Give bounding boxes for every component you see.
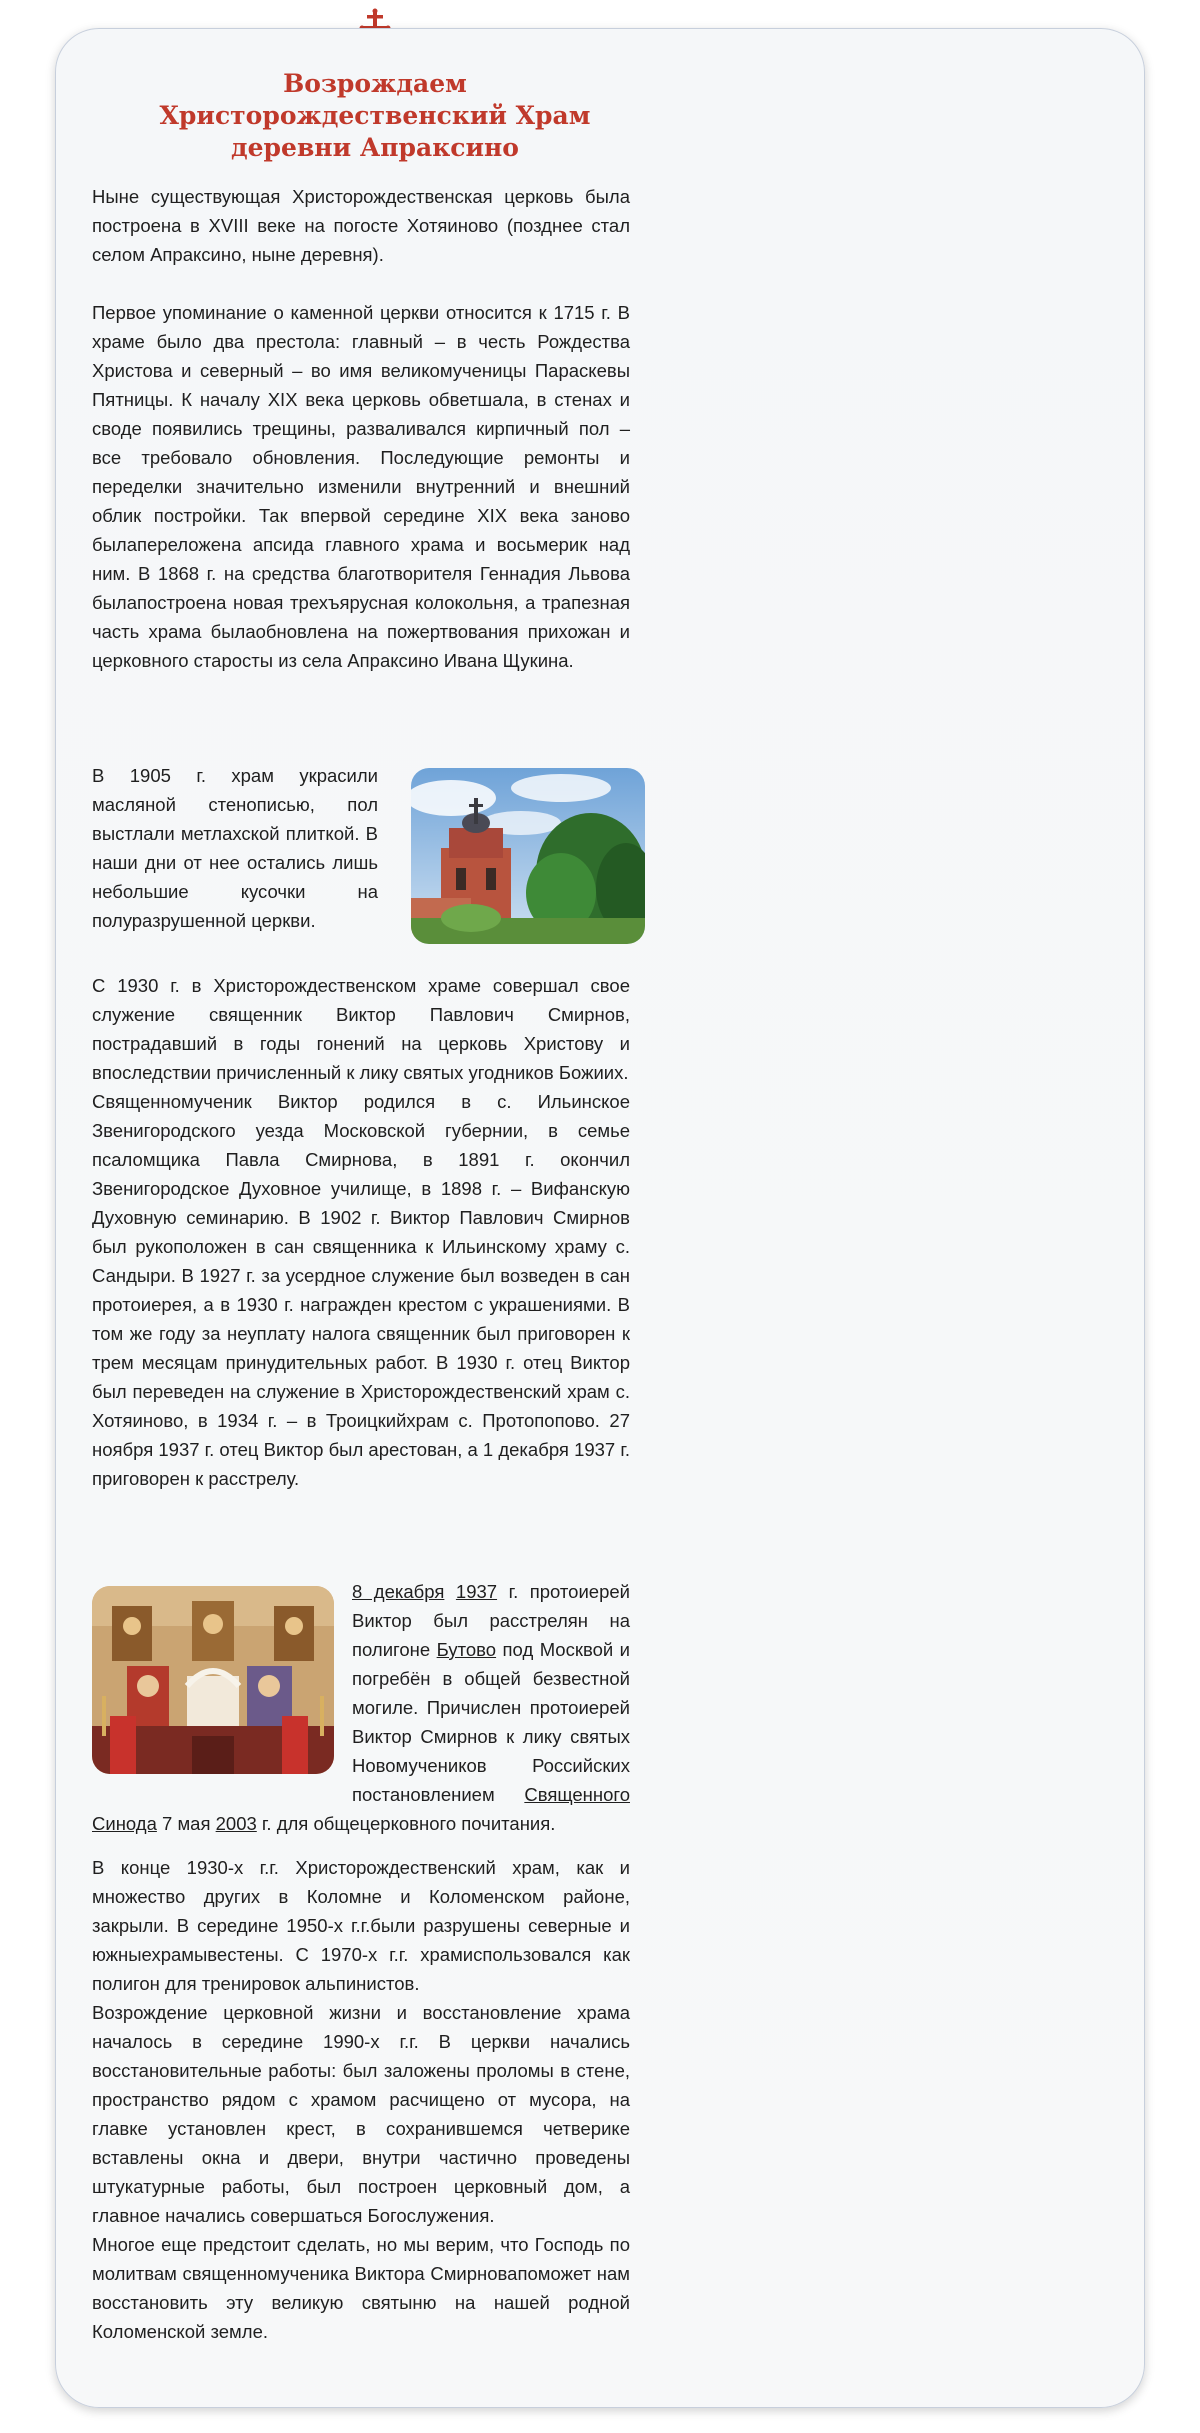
link-holy-synod[interactable]: Священного Синода xyxy=(92,1784,630,1834)
paragraph-hope: Многое еще предстоит сделать, но мы верим, что Господь по молитвам священномученика Виктора Смирновапоможет нам восстановить эту великую святыню на нашей родной Коломенской земле. xyxy=(92,2234,630,2342)
execution-text-b: под Москвой и погребён в общей безвестной могиле. Причислен протоиерей Виктор Смирнов к лику святых Новомучеников Российских постановлением xyxy=(352,1639,630,1805)
painting-section xyxy=(92,761,378,935)
paragraph-closure: В конце 1930-х г.г. Христорождественский храм, как и множество других в Коломне и Коломенском районе, закрыли. В середине 1950-х г.г.были разрушены северные и южныехрамывестены. С 1970-х г.г. храмиспользовался как полигон для тренировок альпинистов. xyxy=(92,1857,630,1994)
title-line-1: Возрождаем xyxy=(283,69,467,98)
revival-section xyxy=(92,1853,630,2346)
execution-text-c: 7 мая xyxy=(156,1813,216,1834)
intro-section xyxy=(92,182,630,675)
paragraph-smirnov-biography: Священномученик Виктор родился в с. Ильинское Звенигородского уезда Московской губернии, в семье псаломщика Павла Смирнова, в 1891 г. окончил Звенигородское Духовное училище, в 1898 г. – Вифанскую Духовную семинарию. В 1902 г. Виктор Павлович Смирнов был рукоположен в сан священника к Ильинскому храму с. Сандыри. В 1927 г. за усердное служение был возведен в сан протоиерея, а в 1930 г. награжден крестом с украшениями. В том же году за неуплату налога священник был приговорен к трем месяцам принудительных работ. В 1930 г. отец Виктор был переведен на служение в Христорождественский храм с. Хотяиново, в 1934 г. – в Троицкийхрам с. Протопопово. 27 ноября 1937 г. отец Виктор был арестован, а 1 декабря 1937 г. приговорен к расстрелу. xyxy=(92,1091,630,1489)
page-title xyxy=(90,68,660,164)
paragraph-history: Первое упоминание о каменной церкви относится к 1715 г. В храме было два престола: главный – в честь Рождества Христова и северный – во имя великомученицы Параскевы Пятницы. К началу XIX века церковь обветшала, в стенах и своде появились трещины, разваливался кирпичный пол – все требовало обновления. Последующие ремонты и переделки значительно изменили внутренний и внешний облик постройки. Так впервой середине XIX века заново былапереложена апсида главного храма и восьмерик над ним. В 1868 г. на средства благотворителя Геннадия Львова былапостроена новая трехъярусная колокольня, а трапезная часть храма былаобновлена на пожертвования прихожан и церковного старосты из села Апраксино Ивана Щукина. xyxy=(92,302,630,671)
link-december-8[interactable]: 8 декабря xyxy=(352,1581,445,1602)
link-butovo[interactable]: Бутово xyxy=(436,1639,497,1660)
smirnov-section xyxy=(92,971,630,1493)
title-line-3: деревни Апраксино xyxy=(230,133,519,162)
link-year-1937[interactable]: 1937 xyxy=(455,1581,498,1602)
execution-text-a: г. протоиерей Виктор был расстрелян на полигоне xyxy=(352,1581,631,1660)
paragraph-revival: Возрождение церковной жизни и восстановление храма началось в середине 1990-х г.г. В церкви начались восстановительные работы: был заложены проломы в стене, пространство рядом с храмом расчищено от мусора, на главке установлен крест, в сохранившемся четверике вставлены окна и двери, внутри частично проведены штукатурные работы, был построен церковный дом, а главное начались совершаться Богослужения. xyxy=(92,2002,630,2226)
execution-text-d: г. для общецерковного почитания. xyxy=(256,1813,556,1834)
title-line-2: Христорождественский Храм xyxy=(159,101,591,130)
paragraph-intro: Ныне существующая Христорождественская церковь была построена в XVIII веке на погосте Хотяиново (позднее стал селом Апраксино, ныне деревня). xyxy=(92,186,630,265)
photo-wrap-spacer xyxy=(92,1585,352,1791)
paragraph-painting: В 1905 г. храм украсили масляной стенописью, пол выстлали метлахской плиткой. В наши дни от нее остались лишь небольшие кусочки на полуразрушенной церкви. xyxy=(92,765,378,931)
link-year-2003[interactable]: 2003 xyxy=(215,1813,257,1834)
paragraph-execution xyxy=(92,1577,630,1838)
execution-section xyxy=(92,1577,630,1838)
church-exterior-photo xyxy=(411,768,645,944)
paragraph-smirnov-service: С 1930 г. в Христорождественском храме совершал свое служение священник Виктор Павлович Смирнов, пострадавший в годы гонений на церковь Христову и впоследствии причисленный к лику святых угодников Божиих. xyxy=(92,975,630,1083)
